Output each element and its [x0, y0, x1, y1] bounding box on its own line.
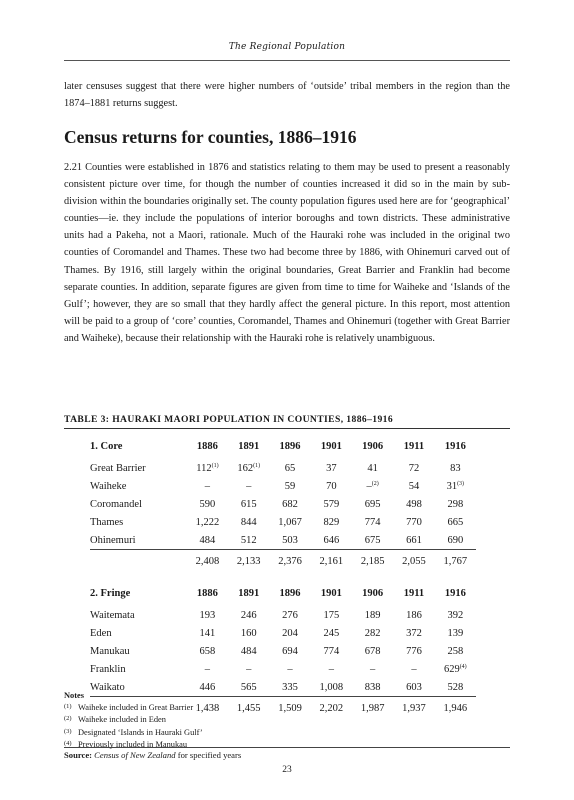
population-cell [393, 606, 434, 624]
cell-value: 512 [240, 534, 257, 546]
group-heading: 1. Core [90, 440, 123, 452]
population-cell [435, 495, 476, 513]
county-name: Waiheke [90, 480, 127, 492]
cell-value: 1,008 [319, 681, 344, 693]
population-cell [187, 624, 228, 642]
population-cell [187, 459, 228, 477]
table-row [90, 513, 476, 531]
population-cell [435, 459, 476, 477]
population-cell [393, 678, 434, 697]
group-heading: 2. Fringe [90, 587, 131, 599]
population-cell [311, 513, 352, 531]
population-cell [352, 678, 393, 697]
population-cell [311, 531, 352, 550]
population-cell [311, 624, 352, 642]
cell-value: 65 [284, 462, 296, 474]
population-cell [393, 477, 434, 495]
total-cell: 2,161 [319, 555, 344, 567]
population-cell [269, 459, 310, 477]
cell-value: 139 [447, 627, 464, 639]
population-cell [187, 531, 228, 550]
header-rule [64, 60, 510, 61]
population-cell [228, 624, 269, 642]
note-text: Waiheke included in Eden [78, 715, 166, 725]
note-item [64, 726, 203, 738]
intro-paragraph: later censuses suggest that there were higher numbers of ‘outside’ tribal members in the region than the 1874–1881 returns suggest. [64, 81, 510, 110]
cell-value: 31 [446, 480, 458, 492]
table-row [90, 660, 476, 678]
population-cell [269, 642, 310, 660]
population-cell [228, 459, 269, 477]
table-source [64, 750, 241, 760]
population-cell [187, 495, 228, 513]
population-cell [187, 660, 228, 678]
table-row [90, 459, 476, 477]
year-header: 1916 [444, 587, 466, 599]
year-header: 1911 [403, 587, 425, 599]
population-cell [187, 477, 228, 495]
cell-value: 838 [364, 681, 381, 693]
table-caption: TABLE 3: HAURAKI MAORI POPULATION IN COUNTIES, 1886–1916 [64, 414, 394, 425]
note-reference: (2) [371, 480, 379, 487]
county-name: Waitemata [90, 609, 135, 621]
note-item [64, 701, 203, 713]
cell-value: 392 [447, 609, 464, 621]
cell-value: 258 [447, 645, 464, 657]
population-cell [311, 495, 352, 513]
cell-value: 204 [282, 627, 298, 639]
cell-value: 829 [323, 516, 340, 528]
cell-value: 484 [240, 645, 257, 657]
note-item [64, 713, 203, 725]
cell-value: 844 [240, 516, 257, 528]
table-row [90, 495, 476, 513]
cell-value: 446 [199, 681, 216, 693]
cell-value: – [287, 663, 293, 675]
total-cell: 1,946 [443, 702, 468, 714]
year-header: 1891 [238, 440, 260, 452]
note-text: Waiheke included in Great Barrier [78, 703, 194, 713]
total-cell: 2,202 [319, 702, 344, 714]
notes-title: Notes [64, 691, 85, 700]
population-cell [352, 660, 393, 678]
table-row [90, 606, 476, 624]
population-cell [228, 513, 269, 531]
cell-value: 83 [450, 462, 461, 474]
cell-value: – [411, 663, 417, 675]
cell-value: 189 [364, 609, 381, 621]
population-cell [352, 606, 393, 624]
population-table [90, 433, 476, 719]
population-cell [311, 642, 352, 660]
cell-value: 590 [199, 498, 216, 510]
population-cell [393, 459, 434, 477]
cell-value: – [204, 663, 211, 675]
note-marker: (3) [64, 727, 72, 735]
total-cell: 1,509 [278, 702, 302, 714]
source-rest: for specified years [177, 750, 242, 760]
population-cell [269, 606, 310, 624]
group-heading-row [90, 580, 476, 606]
cell-value: 112 [196, 462, 212, 474]
cell-value: 774 [323, 645, 340, 657]
population-cell [311, 459, 352, 477]
cell-value: 661 [406, 534, 422, 546]
table-row [90, 477, 476, 495]
year-header: 1901 [320, 587, 342, 599]
cell-value: 528 [447, 681, 464, 693]
county-name: Thames [90, 516, 124, 528]
cell-value: 682 [282, 498, 298, 510]
cell-value: 162 [237, 462, 254, 474]
total-cell: 1,767 [443, 555, 468, 567]
cell-value: 70 [326, 480, 337, 492]
cell-value: 276 [282, 609, 298, 621]
cell-value: 629 [443, 663, 460, 675]
population-cell [228, 606, 269, 624]
population-cell [269, 624, 310, 642]
total-cell: 1,455 [236, 702, 261, 714]
county-name: Ohinemuri [90, 531, 187, 550]
population-cell [435, 624, 476, 642]
note-reference: (4) [459, 663, 467, 670]
caption-rule [64, 428, 510, 429]
population-cell [352, 624, 393, 642]
cell-value: 665 [447, 516, 464, 528]
population-cell [435, 642, 476, 660]
table-row [90, 624, 476, 642]
cell-value: 675 [364, 534, 381, 546]
cell-value: 175 [323, 609, 340, 621]
cell-value: 694 [282, 645, 298, 657]
population-cell [393, 495, 434, 513]
population-cell [435, 606, 476, 624]
spacer-cell [90, 572, 476, 580]
main-paragraph: 2.21 Counties were established in 1876 and statistics relating to them may be used to present a reasonably consistent picture over time, for though the number of counties increased it did so in the main by sub-division within the boundaries originally set. The county population figures used here are for ‘geographical’ counties—ie. they include the populations of interior boroughs and town districts. These administrative units had a Pakeha, not a Maori, rationale. Much of the Hauraki rohe was included in the original two counties of Coromandel and Thames. These two had become three by 1886, with Ohinemuri carved out of Thames. By 1916, still largely within the original boundaries, Great Barrier and Franklin had become separate counties. In addition, separate figures are given from time to time for Waiheke and ‘Islands of the Gulf’; however, they are so small that they hardly affect the general picture. In this report, most attention will be paid to a group of ‘core’ counties, Coromandel, Thames and Ohinemuri (together with Great Barrier and Waiheke), because their relationship with the Hauraki rohe is relatively unambiguous. [64, 162, 510, 344]
county-name: Franklin [90, 663, 126, 675]
population-cell [435, 678, 476, 697]
source-label: Source: [64, 750, 93, 760]
cell-value: 246 [240, 609, 257, 621]
year-header: 1896 [279, 440, 301, 452]
county-name: Waikato [90, 678, 187, 697]
year-header: 1906 [362, 587, 384, 599]
population-cell [269, 477, 310, 495]
cell-value: 579 [323, 498, 340, 510]
note-text: Designated ‘Islands in Hauraki Gulf’ [78, 727, 203, 737]
cell-value: 774 [364, 516, 381, 528]
population-cell [311, 678, 352, 697]
cell-value: – [370, 663, 376, 675]
population-cell [269, 531, 310, 550]
cell-value: 160 [240, 627, 257, 639]
population-cell [352, 513, 393, 531]
county-name: Coromandel [90, 498, 142, 510]
total-cell: 2,408 [195, 555, 220, 567]
cell-value: 1,067 [278, 516, 302, 528]
population-cell [228, 477, 269, 495]
cell-value: 59 [284, 480, 296, 492]
county-name: Eden [90, 627, 112, 639]
population-cell [311, 477, 352, 495]
cell-value: 186 [406, 609, 422, 621]
cell-value: 603 [406, 681, 422, 693]
cell-value: 282 [364, 627, 381, 639]
note-marker: (4) [64, 739, 72, 747]
total-cell: 2,185 [360, 555, 385, 567]
population-cell [228, 642, 269, 660]
cell-value: 695 [364, 498, 381, 510]
population-cell [311, 660, 352, 678]
total-cell: 1,987 [360, 702, 385, 714]
population-cell [352, 495, 393, 513]
population-cell [393, 513, 434, 531]
total-cell: 2,376 [278, 555, 302, 567]
table-row [90, 642, 476, 660]
population-cell [269, 513, 310, 531]
year-header: 1916 [444, 440, 466, 452]
county-name: Manukau [90, 645, 130, 657]
note-marker: (1) [64, 703, 72, 711]
population-cell [393, 531, 434, 550]
cell-value: 37 [326, 462, 337, 474]
population-cell [435, 513, 476, 531]
total-label-cell [90, 550, 187, 573]
population-cell [352, 531, 393, 550]
total-cell: 1,438 [195, 702, 220, 714]
cell-value: 484 [199, 534, 216, 546]
cell-value: 498 [406, 498, 422, 510]
county-name: Great Barrier [90, 462, 146, 474]
cell-value: 770 [406, 516, 422, 528]
population-cell [228, 678, 269, 697]
cell-value: 298 [447, 498, 464, 510]
year-header: 1886 [196, 440, 218, 452]
running-header: The Regional Population [228, 42, 346, 52]
table-row [90, 531, 476, 550]
cell-value: 503 [282, 534, 298, 546]
population-cell [187, 606, 228, 624]
cell-value: – [246, 663, 252, 675]
total-cell: 1,937 [402, 702, 426, 714]
note-reference: (3) [457, 480, 465, 487]
cell-value: – [366, 480, 372, 492]
population-cell [352, 642, 393, 660]
year-header: 1911 [403, 440, 425, 452]
population-cell [352, 477, 393, 495]
cell-value: – [328, 663, 334, 675]
group-heading-row [90, 433, 476, 459]
total-row [90, 550, 476, 573]
population-cell [187, 513, 228, 531]
population-cell [228, 660, 269, 678]
table-notes [64, 690, 203, 750]
cell-value: 615 [240, 498, 257, 510]
population-cell [435, 477, 476, 495]
section-heading: Census returns for counties, 1886–1916 [64, 127, 357, 147]
cell-value: 72 [408, 462, 420, 474]
year-header: 1896 [279, 587, 301, 599]
cell-value: 776 [406, 645, 422, 657]
population-cell [311, 606, 352, 624]
cell-value: 193 [199, 609, 216, 621]
population-cell [393, 660, 434, 678]
source-title: Census of New Zealand [94, 750, 176, 760]
population-cell [269, 495, 310, 513]
population-cell [187, 642, 228, 660]
cell-value: 1,222 [195, 516, 220, 528]
population-cell [393, 624, 434, 642]
cell-value: 245 [323, 627, 340, 639]
group-spacer [90, 572, 476, 580]
note-text: Previously included in Manukau [78, 739, 188, 749]
total-cell: 2,055 [402, 555, 426, 567]
source-rule [64, 747, 510, 748]
cell-value: 335 [282, 681, 298, 693]
population-cell [269, 678, 310, 697]
total-cell: 2,133 [236, 555, 261, 567]
population-cell [435, 660, 476, 678]
population-cell [228, 495, 269, 513]
note-reference: (1) [253, 462, 261, 469]
cell-value: 678 [364, 645, 381, 657]
cell-value: 565 [240, 681, 257, 693]
cell-value: 372 [406, 627, 422, 639]
page-number: 23 [282, 765, 292, 775]
year-header: 1886 [196, 587, 218, 599]
note-reference: (1) [211, 462, 219, 469]
cell-value: 646 [323, 534, 340, 546]
cell-value: 141 [199, 627, 216, 639]
population-cell [228, 531, 269, 550]
cell-value: – [246, 480, 252, 492]
cell-value: 658 [199, 645, 216, 657]
note-item [64, 738, 203, 750]
year-header: 1901 [320, 440, 342, 452]
population-cell [269, 660, 310, 678]
population-cell [435, 531, 476, 550]
year-header: 1906 [362, 440, 384, 452]
note-marker: (2) [64, 715, 72, 723]
cell-value: 690 [447, 534, 464, 546]
cell-value: – [204, 480, 211, 492]
population-cell [393, 642, 434, 660]
population-cell [352, 459, 393, 477]
cell-value: 41 [367, 462, 378, 474]
year-header: 1891 [238, 587, 260, 599]
cell-value: 54 [408, 480, 420, 492]
